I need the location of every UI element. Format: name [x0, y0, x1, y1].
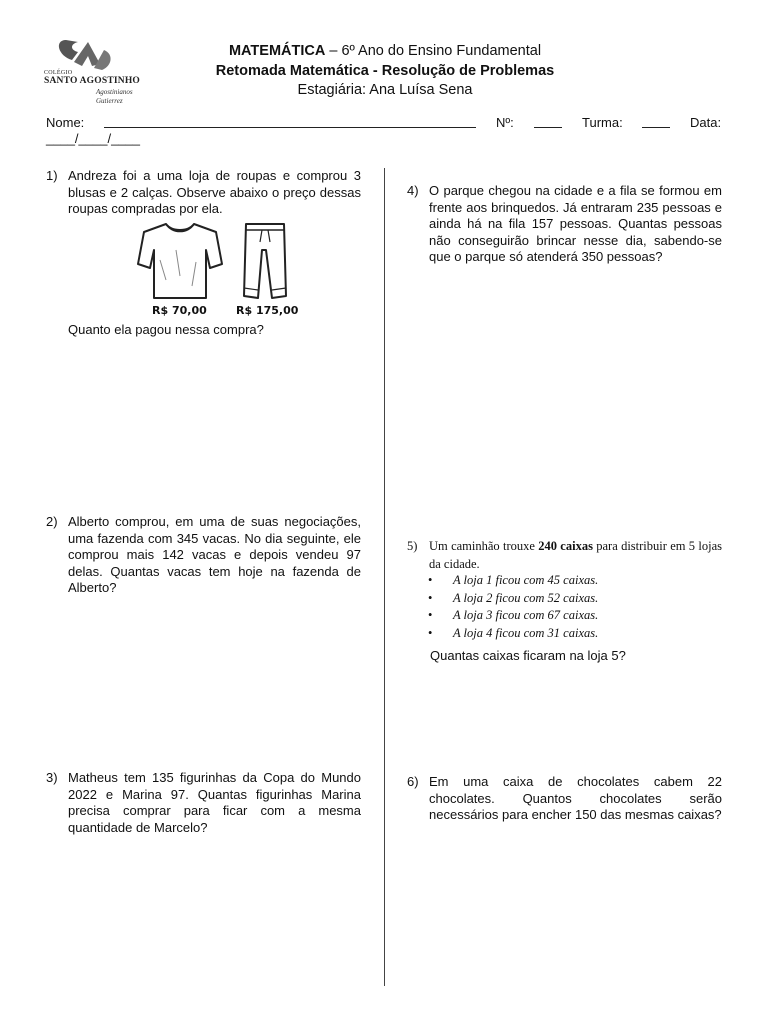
list-item: • A loja 1 ficou com 45 caixas. [428, 572, 718, 590]
date-blank[interactable]: ____/____/____ [46, 131, 140, 146]
logo-subtitle-2: Gutierrez [96, 97, 123, 105]
name-blank[interactable] [104, 115, 476, 128]
number-label: Nº: [496, 115, 514, 130]
question-text: Matheus tem 135 figurinhas da Copa do Mundo 2022 e Marina 97. Quantas figurinhas Marina precisa comprar para ficar com a mesma quantidade de Marcelo? [68, 770, 361, 835]
question-text: Alberto comprou, em uma de suas negociações, uma fazenda com 345 vacas. No dia seguinte, ele comprou mais 142 vacas e depois vendeu 97 delas. Quantas vacas tem hoje na fazenda de Alberto? [68, 514, 361, 595]
name-label: Nome: [46, 115, 85, 130]
question-number: 2) [46, 514, 58, 529]
shirt-icon [136, 220, 224, 302]
question-text-start: Um caminhão trouxe [429, 539, 539, 553]
question-4 [407, 183, 722, 267]
date-label: Data: [690, 115, 722, 130]
list-item: • A loja 3 ficou com 67 caixas. [428, 607, 718, 625]
logo-school-label: COLÉGIO [44, 70, 73, 76]
pants-icon [240, 220, 290, 302]
class-label: Turma: [582, 115, 623, 130]
question-1 [46, 168, 361, 216]
grade-title: – 6º Ano do Ensino Fundamental [325, 43, 542, 59]
question-number: 5) [407, 539, 418, 553]
question-text-end: para distribuir em 5 lojas da cidade. [429, 539, 722, 571]
question-1-prompt: Quanto ela pagou nessa compra? [68, 322, 264, 337]
worksheet-subtitle: Retomada Matemática - Resolução de Problemas [215, 63, 555, 79]
question-number: 6) [407, 774, 419, 789]
list-item: • A loja 4 ficou com 31 caixas. [428, 625, 718, 643]
list-item: • A loja 2 ficou com 52 caixas. [428, 590, 718, 608]
class-blank[interactable] [642, 115, 670, 128]
question-number: 1) [46, 168, 58, 183]
store-list [428, 572, 718, 642]
subject-title: MATEMÁTICA [228, 43, 326, 59]
question-number: 3) [46, 770, 58, 785]
logo-school-name: SANTO AGOSTINHO [44, 76, 141, 86]
logo-subtitle-1: Agostinianos [96, 88, 133, 96]
shirt-price: R$ 70,00 [152, 304, 207, 317]
question-text [429, 538, 722, 573]
question-6 [407, 774, 722, 826]
question-text: O parque chegou na cidade e a fila se formou em frente aos brinquedos. Já entraram 235 pessoas e ainda há na fila 157 pessoas. Quantas pessoas não conseguirão brincar nesse dia, sabendo-se que o parque só atenderá 350 pessoas? [429, 183, 722, 264]
question-3 [46, 770, 361, 836]
column-divider [384, 168, 385, 986]
question-text: Andreza foi a uma loja de roupas e comprou 3 blusas e 2 calças. Observe abaixo o preço dessas roupas compradas por ela. [68, 168, 361, 216]
question-number: 4) [407, 183, 419, 198]
question-5 [407, 538, 722, 574]
question-5-prompt: Quantas caixas ficaram na loja 5? [430, 648, 626, 663]
question-text-highlight: 240 caixas [538, 539, 593, 553]
intern-name: Estagiária: Ana Luísa Sena [297, 82, 473, 98]
question-text: Em uma caixa de chocolates cabem 22 chocolates. Quantos chocolates serão necessários para encher 150 das mesmas caixas? [429, 774, 722, 822]
worksheet-title [160, 43, 610, 59]
number-blank[interactable] [534, 115, 562, 128]
question-2 [46, 514, 361, 594]
pants-price: R$ 175,00 [236, 304, 299, 317]
